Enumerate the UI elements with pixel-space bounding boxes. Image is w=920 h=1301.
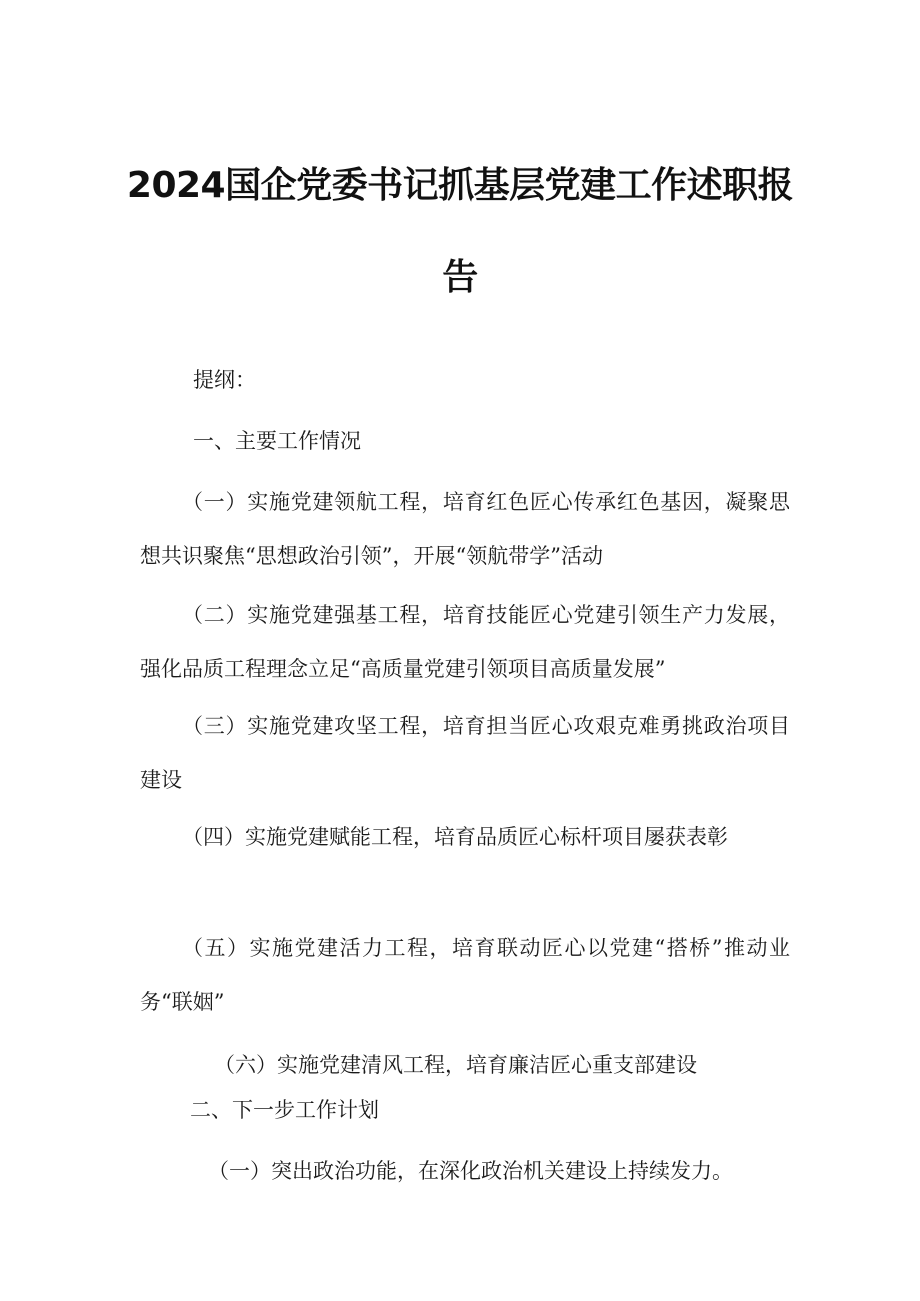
section-heading-next-plan: 二、下一步工作计划	[190, 1098, 379, 1122]
section-item-5: （五）实施党建活力工程，培育联动匠心以党建“搭桥”推动业务“联姻”	[140, 936, 790, 1014]
section-item-4: （四）实施党建赋能工程，培育品质匠心标杆项目屡获表彰	[182, 825, 728, 849]
document-title-line1: 2024国企党委书记抓基层党建工作述职报	[126, 165, 794, 206]
section-item-2: （二）实施党建强基工程，培育技能匠心党建引领生产力发展，强化品质工程理念立足“高质量党建引领项目高质量发展”	[140, 603, 790, 681]
section-item-1: （一）实施党建领航工程，培育红色匠心传承红色基因，凝聚思想共识聚焦“思想政治引领”，开展“领航带学”活动	[140, 490, 790, 568]
plan-item-1: （一）突出政治功能，在深化政治机关建设上持续发力。	[208, 1159, 733, 1183]
section-item-3: （三）实施党建攻坚工程，培育担当匠心攻艰克难勇挑政治项目建设	[140, 714, 790, 792]
section-heading-main-work: 一、主要工作情况	[193, 429, 361, 453]
outline-label: 提纲：	[193, 368, 256, 392]
section-item-6: （六）实施党建清风工程，培育廉洁匠心重支部建设	[214, 1053, 697, 1077]
document-title-line2: 告	[442, 257, 478, 298]
